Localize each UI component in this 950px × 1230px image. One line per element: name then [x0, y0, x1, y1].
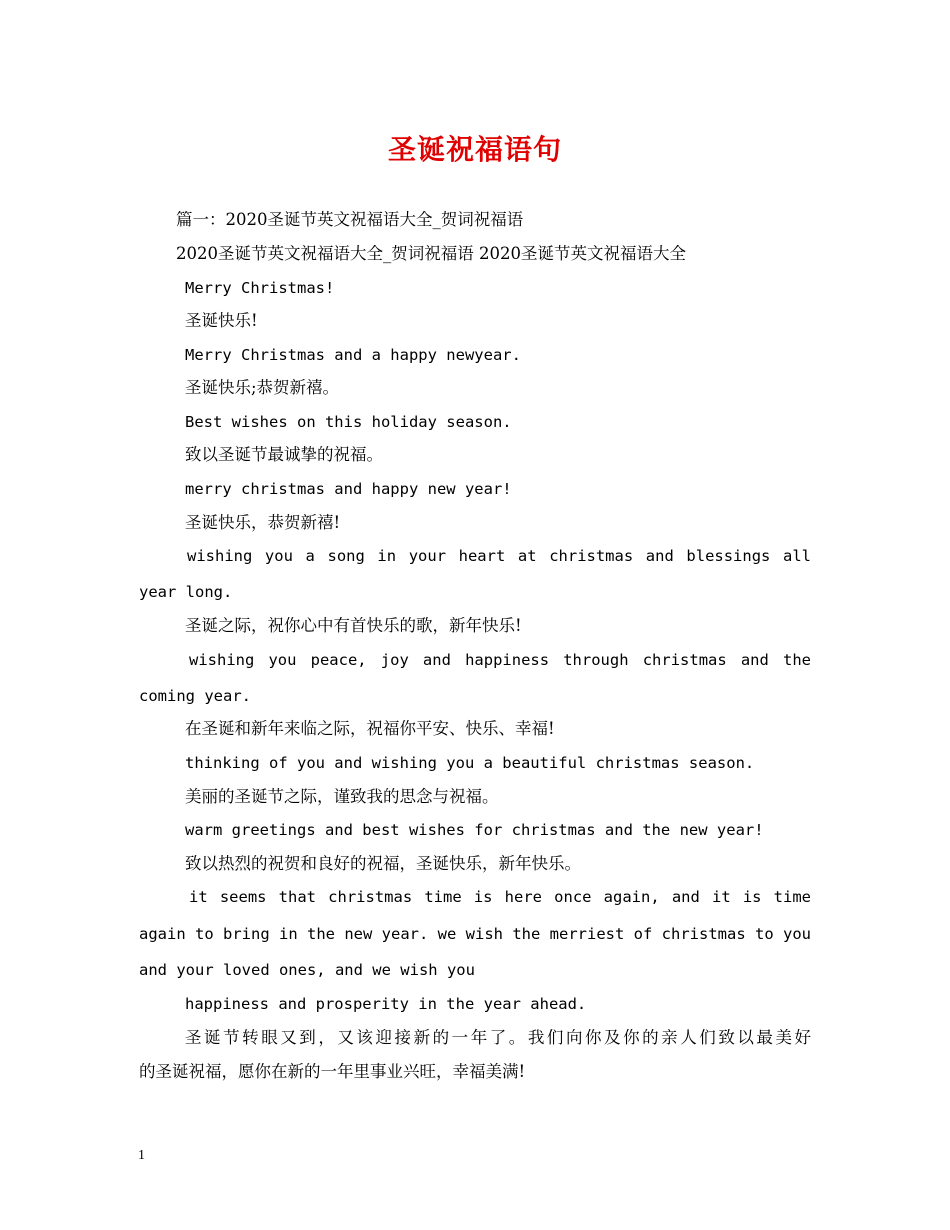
paragraph-line: wishing you a song in your heart at christmas and blessings all [187, 547, 811, 565]
paragraph-line: 2020圣诞节英文祝福语大全_贺词祝福语 2020圣诞节英文祝福语大全 [176, 244, 686, 263]
paragraph-line: 的圣诞祝福，愿你在新的一年里事业兴旺，幸福美满! [139, 1062, 526, 1081]
paragraph-line: 篇一：2020圣诞节英文祝福语大全_贺词祝福语 [176, 210, 524, 229]
paragraph-line: 在圣诞和新年来临之际，祝福你平安、快乐、幸福! [185, 719, 555, 738]
paragraph-line: 致以圣诞节最诚挚的祝福。 [185, 445, 383, 464]
paragraph-line: coming year. [139, 687, 251, 705]
paragraph-line: 圣诞快乐;恭贺新禧。 [185, 378, 340, 397]
paragraph-line: again to bring in the new year. we wish the merriest of christmas to you [139, 925, 811, 943]
paragraph-line: Merry Christmas! [185, 279, 335, 297]
paragraph-line: and your loved ones, and we wish you [139, 961, 475, 979]
paragraph-line: wishing you peace, joy and happiness through christmas and the [189, 651, 811, 669]
paragraph-line: 美丽的圣诞节之际，谨致我的思念与祝福。 [185, 787, 499, 806]
paragraph-line: it seems that christmas time is here once again, and it is time [189, 888, 811, 906]
paragraph-line: warm greetings and best wishes for christmas and the new year! [185, 821, 764, 839]
document-title: 圣诞祝福语句 [387, 133, 562, 166]
paragraph-line: year long. [139, 583, 233, 601]
paragraph-line: merry christmas and happy new year! [185, 480, 512, 498]
paragraph-line: Best wishes on this holiday season. [185, 413, 512, 431]
paragraph-line: happiness and prosperity in the year ahead. [185, 995, 587, 1013]
paragraph-line: 圣诞快乐! [185, 311, 258, 330]
paragraph-line: Merry Christmas and a happy newyear. [185, 346, 521, 364]
paragraph-line: 圣诞快乐，恭贺新禧! [185, 513, 341, 532]
paragraph-line: 致以热烈的祝贺和良好的祝福，圣诞快乐，新年快乐。 [185, 854, 581, 873]
paragraph-line: thinking of you and wishing you a beautiful christmas season. [185, 754, 755, 772]
page-number: 1 [138, 1148, 145, 1163]
paragraph-line: 圣诞之际，祝你心中有首快乐的歌，新年快乐! [185, 616, 522, 635]
paragraph-line: 圣诞节转眼又到，又该迎接新的一年了。我们向你及你的亲人们致以最美好 [185, 1028, 811, 1047]
